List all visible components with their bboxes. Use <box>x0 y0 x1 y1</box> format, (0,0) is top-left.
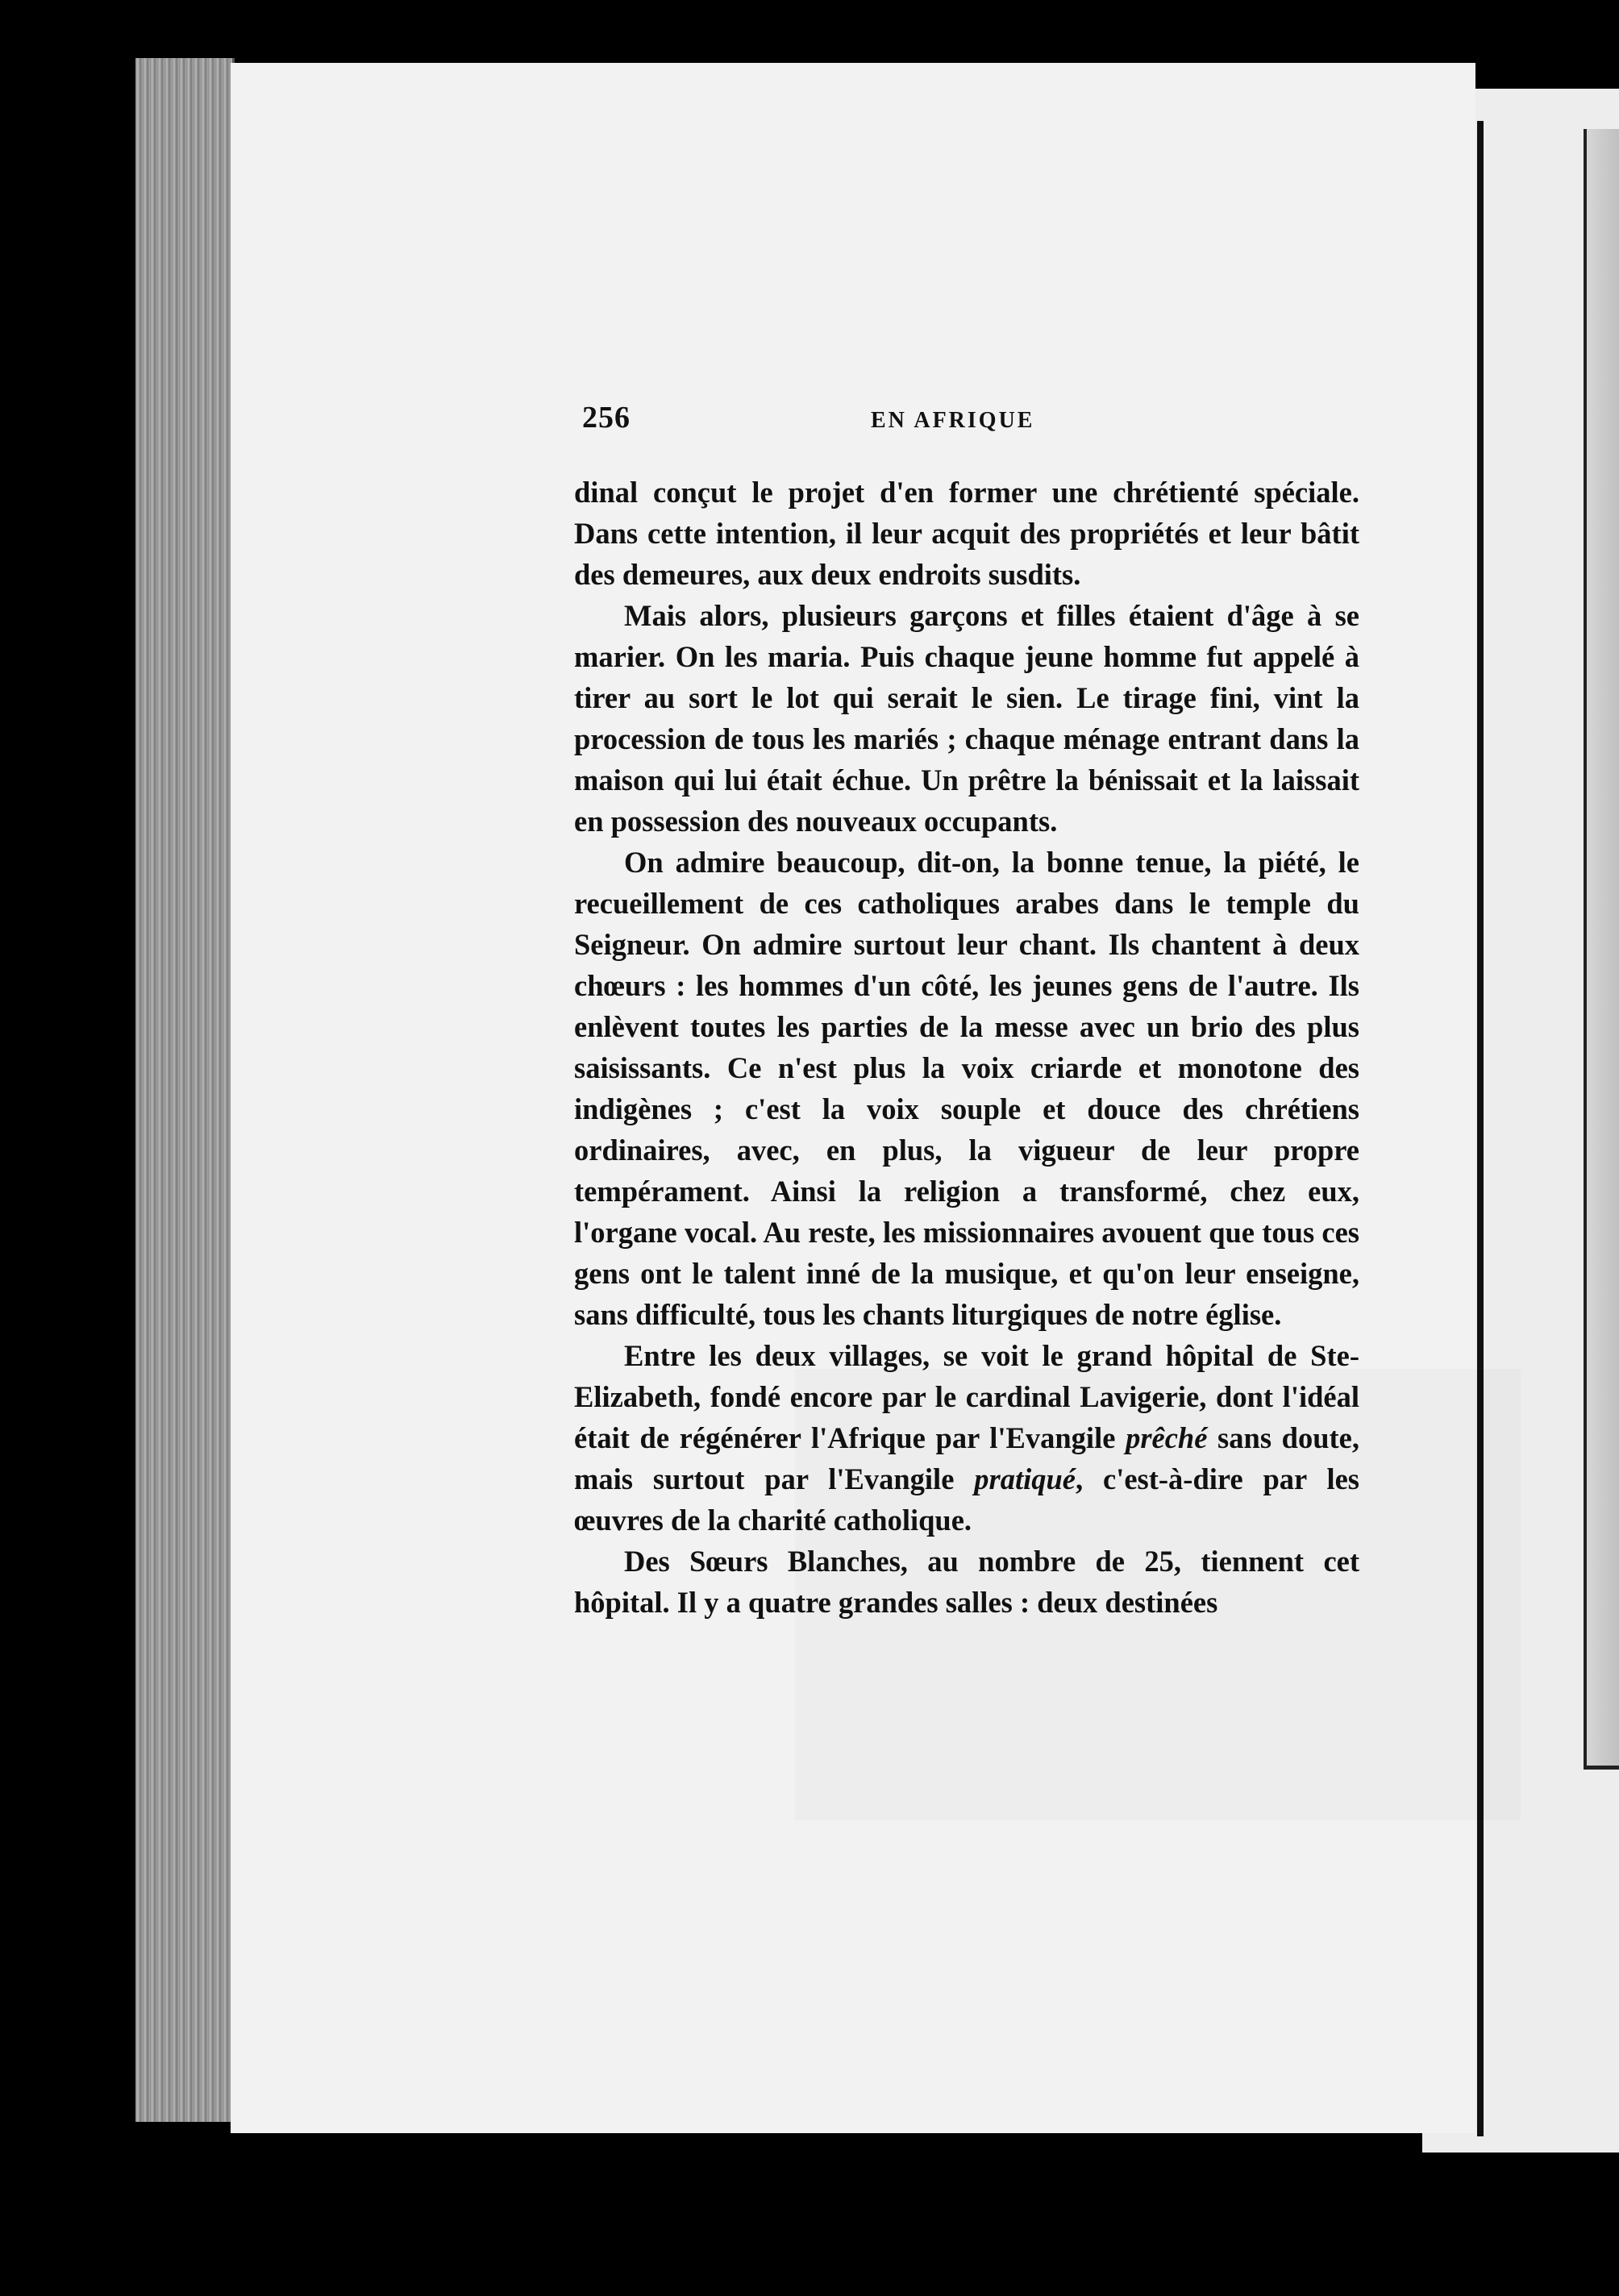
paragraph-1: dinal conçut le projet d'en former une chrétienté spéciale. Dans cette intention, il leur acquit des propriétés et leur bâtit des demeures, aux deux endroits susdits. <box>574 476 1359 591</box>
paragraph-3: On admire beaucoup, dit-on, la bonne tenue, la piété, le recueillement de ces catholiques arabes dans le temple du Seigneur. On admire surtout leur chant. Ils chantent à deux chœurs : les hommes d'un côté, les jeunes gens de l'autre. Ils enlèvent toutes les parties de la messe avec un brio des plus saisissants. Ce n'est plus la voix criarde et monotone des indigènes ; c'est la voix souple et douce des chrétiens ordinaires, avec, en plus, la vigueur de leur propre tempérament. Ainsi la religion a transformé, chez eux, l'organe vocal. Au reste, les missionnaires avouent que tous ces gens ont le talent inné de la musique, et qu'on leur enseigne, sans difficulté, tous les chants liturgiques de notre église. <box>574 846 1359 1331</box>
paragraph-4-text-b: sans doute, mais surtout par l'Evangile <box>574 1421 1359 1495</box>
paragraph-4-emphasis-preche: prêché <box>1126 1421 1208 1454</box>
facing-page-rule <box>1477 121 1484 2136</box>
paragraph-4-emphasis-pratique: pratiqué <box>974 1462 1076 1495</box>
paragraph-4-text-a: Entre les deux villages, se voit le grand hôpital de Ste-Elizabeth, fondé encore par le cardinal Lavigerie, dont l'idéal était de régénérer l'Afrique par l'Evangile <box>574 1339 1359 1454</box>
facing-page-plate <box>1584 129 1619 1770</box>
paragraph-2: Mais alors, plusieurs garçons et filles étaient d'âge à se marier. On les maria. Puis chaque jeune homme fut appelé à tirer au sort le lot qui serait le sien. Le tirage fini, vint la procession de tous les mariés ; chaque ménage entrant dans la maison qui lui était échue. Un prêtre la bénissait et la laissait en possession des nouveaux occupants. <box>574 599 1359 838</box>
page-header <box>582 400 1388 448</box>
book-page-edge <box>135 58 235 2122</box>
running-head: EN AFRIQUE <box>871 408 1035 433</box>
paragraph-5: Des Sœurs Blanches, au nombre de 25, tiennent cet hôpital. Il y a quatre grandes salles : deux destinées <box>574 1545 1359 1619</box>
page-number: 256 <box>582 401 631 435</box>
paragraph-4-text-c: , c'est-à-dire par les œuvres de la charité catholique. <box>574 1462 1359 1537</box>
body-text <box>574 472 1359 1623</box>
paragraph-4 <box>574 1335 1359 1541</box>
